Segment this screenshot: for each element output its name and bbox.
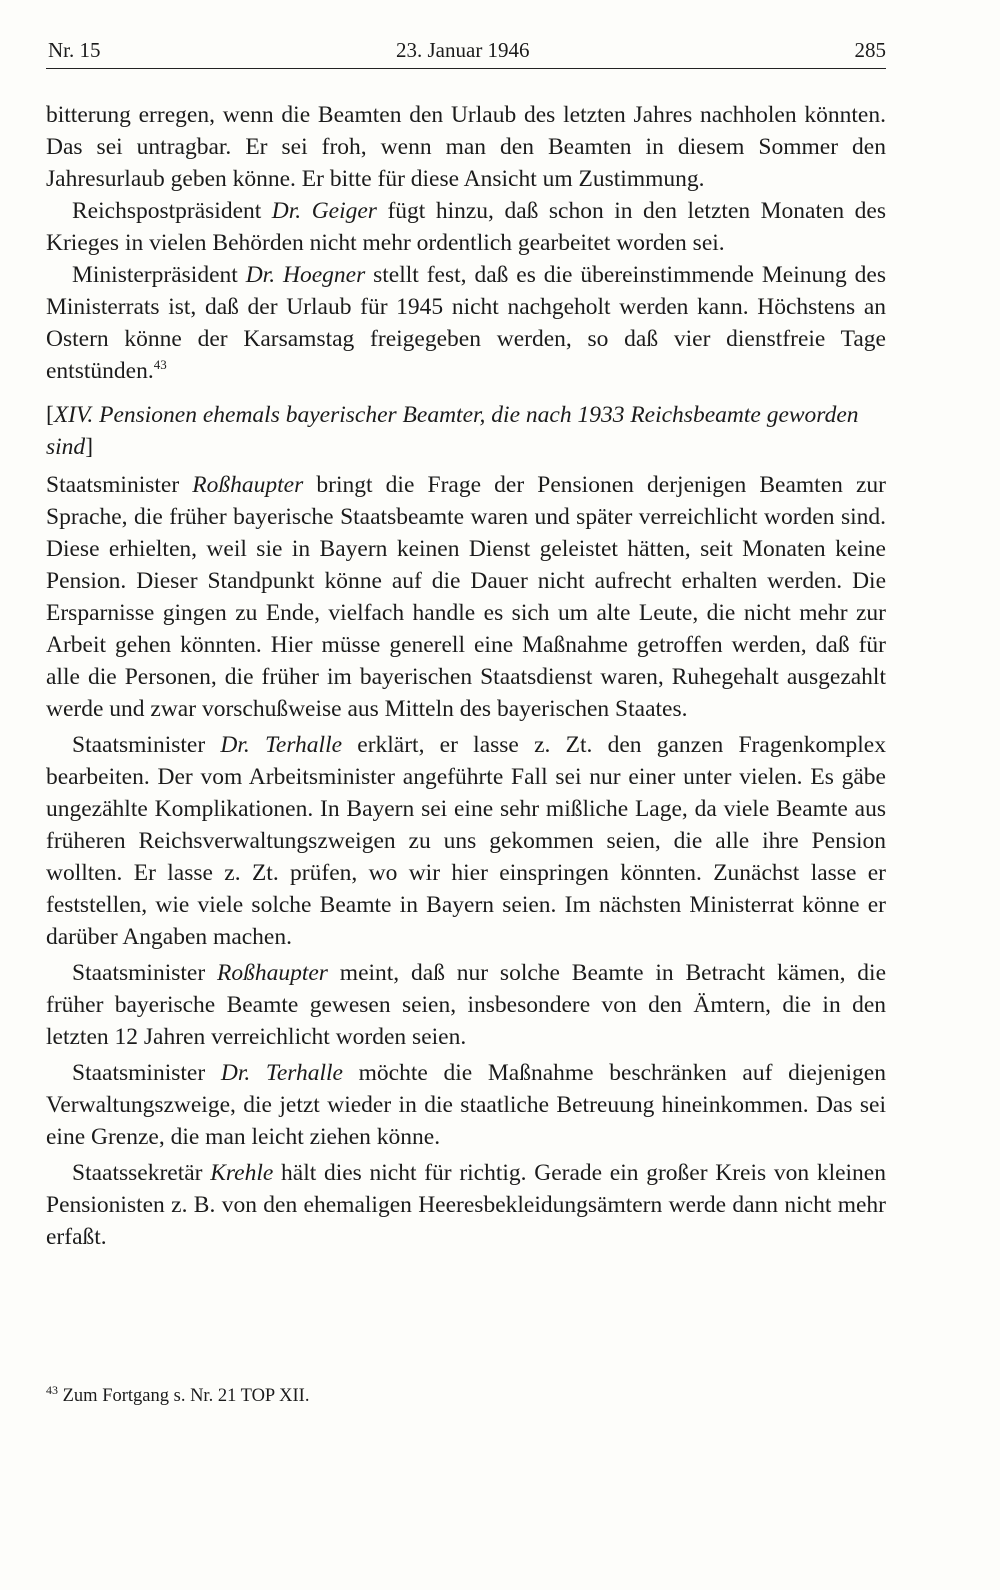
speaker-name: Dr. Hoegner (245, 262, 366, 288)
paragraph-rosshaupter-1: Staatsminister Roßhaupter bringt die Frage der Pensionen derjenigen Beamten zur Sprache, die früher bayerische Staatsbeamte waren und später verreichlicht worden sind. Diese erhielten, weil sie in Bayern keinen Dienst geleistet hätten, seit Monaten keine Pension. Dieser Standpunkt könne auf die Dauer nicht aufrecht erhalten werden. Die Ersparnisse gingen zu Ende, vielfach handle es sich um alte Leute, die nicht mehr zur Arbeit gehen könnten. Hier müsse generell eine Maßnahme getroffen werden, daß für alle die Personen, die früher im bayerischen Staatsdienst waren, Ruhegehalt ausgezahlt werde und zwar vorschußweise aus Mitteln des bayerischen Staates. (46, 472, 887, 722)
body-text (46, 99, 886, 1253)
paragraph-urlaub-continuation: bitterung erregen, wenn die Beamten den Urlaub des letzten Jahres nachholen könnten. Das sei untragbar. Er sei froh, wenn man den Beamten in diesem Sommer den Jahresurlaub geben könne. Er bitte für diese Ansicht um Zustimmung. (46, 102, 886, 192)
footnote-number: 43 (46, 1383, 58, 1397)
speaker-name: Krehle (210, 1160, 274, 1186)
speaker-name: Dr. Terhalle (220, 1060, 343, 1086)
paragraph-terhalle-1: Staatsminister Dr. Terhalle erklärt, er lasse z. Zt. den ganzen Fragenkomplex bearbeiten. Der vom Arbeitsminister angeführte Fall sei nur einer unter vielen. Es gäbe ungezählte Komplikationen. In Bayern sei eine sehr mißliche Lage, da viele Beamte aus früheren Reichsverwaltungszweigen zu uns gekommen seien, die alle ihre Pension wollten. Er lasse z. Zt. prüfen, wo wir hier einspringen könnten. Zunächst lasse er feststellen, wie viele solche Beamte in Bayern seien. Im nächsten Ministerrat könne er darüber Angaben machen. (46, 732, 886, 950)
section-heading-text: XIV. Pensionen ehemals bayerischer Beamter, die nach 1933 Reichsbeamte geworden sind (46, 402, 859, 460)
speaker-name: Dr. Geiger (271, 198, 377, 224)
document-page (46, 0, 886, 1590)
paragraph-geiger: Reichspostpräsident Dr. Geiger fügt hinzu, daß schon in den letzten Monaten des Krieges in vielen Behörden nicht mehr ordentlich gearbeitet worden sei. (46, 198, 886, 256)
speaker-name: Roßhaupter (216, 960, 328, 986)
paragraph-hoegner: Ministerpräsident Dr. Hoegner stellt fest, daß es die übereinstimmende Meinung des Ministerrats ist, daß der Urlaub für 1945 nicht nachgeholt werden kann. Höchstens an Ostern könne der Karsamstag freigegeben werden, so daß vier dienstfreie Tage entstünden.$^{43}$ (46, 262, 886, 384)
running-head (46, 36, 886, 72)
paragraph-krehle: Staatssekretär Krehle hält dies nicht für richtig. Gerade ein großer Kreis von kleinen Pensionisten z. B. von den ehemaligen Heeresbekleidungsämtern werde dann nicht mehr erfaßt. (46, 1160, 886, 1250)
footnote (46, 1384, 886, 1408)
speaker-name: Dr. Terhalle (220, 732, 343, 758)
paragraph-terhalle-2: Staatsminister Dr. Terhalle möchte die Maßnahme beschränken auf diejenigen Verwaltungszweige, die jetzt wieder in die staatliche Betreuung hineinkommen. Das sei eine Grenze, die man leicht ziehen könne. (46, 1060, 886, 1150)
paragraph-rosshaupter-2: Staatsminister Roßhaupter meint, daß nur solche Beamte in Betracht kämen, die früher bayerische Beamte gewesen seien, insbesondere von den Ämtern, die in den letzten 12 Jahren verreichlicht worden seien. (46, 960, 886, 1050)
speaker-name: Roßhaupter (192, 472, 304, 498)
page-number: 285 (854, 38, 886, 62)
footnote-text: Zum Fortgang s. Nr. 21 TOP XII. (58, 1386, 310, 1406)
footnote-reference: 43 (153, 357, 167, 372)
protocol-date: 23. Januar 1946 (396, 38, 530, 62)
section-heading: [XIV. Pensionen ehemals bayerischer Beamter, die nach 1933 Reichsbeamte geworden sind] (46, 402, 859, 460)
protocol-number: Nr. 15 (48, 38, 101, 62)
header-rule (46, 68, 886, 69)
